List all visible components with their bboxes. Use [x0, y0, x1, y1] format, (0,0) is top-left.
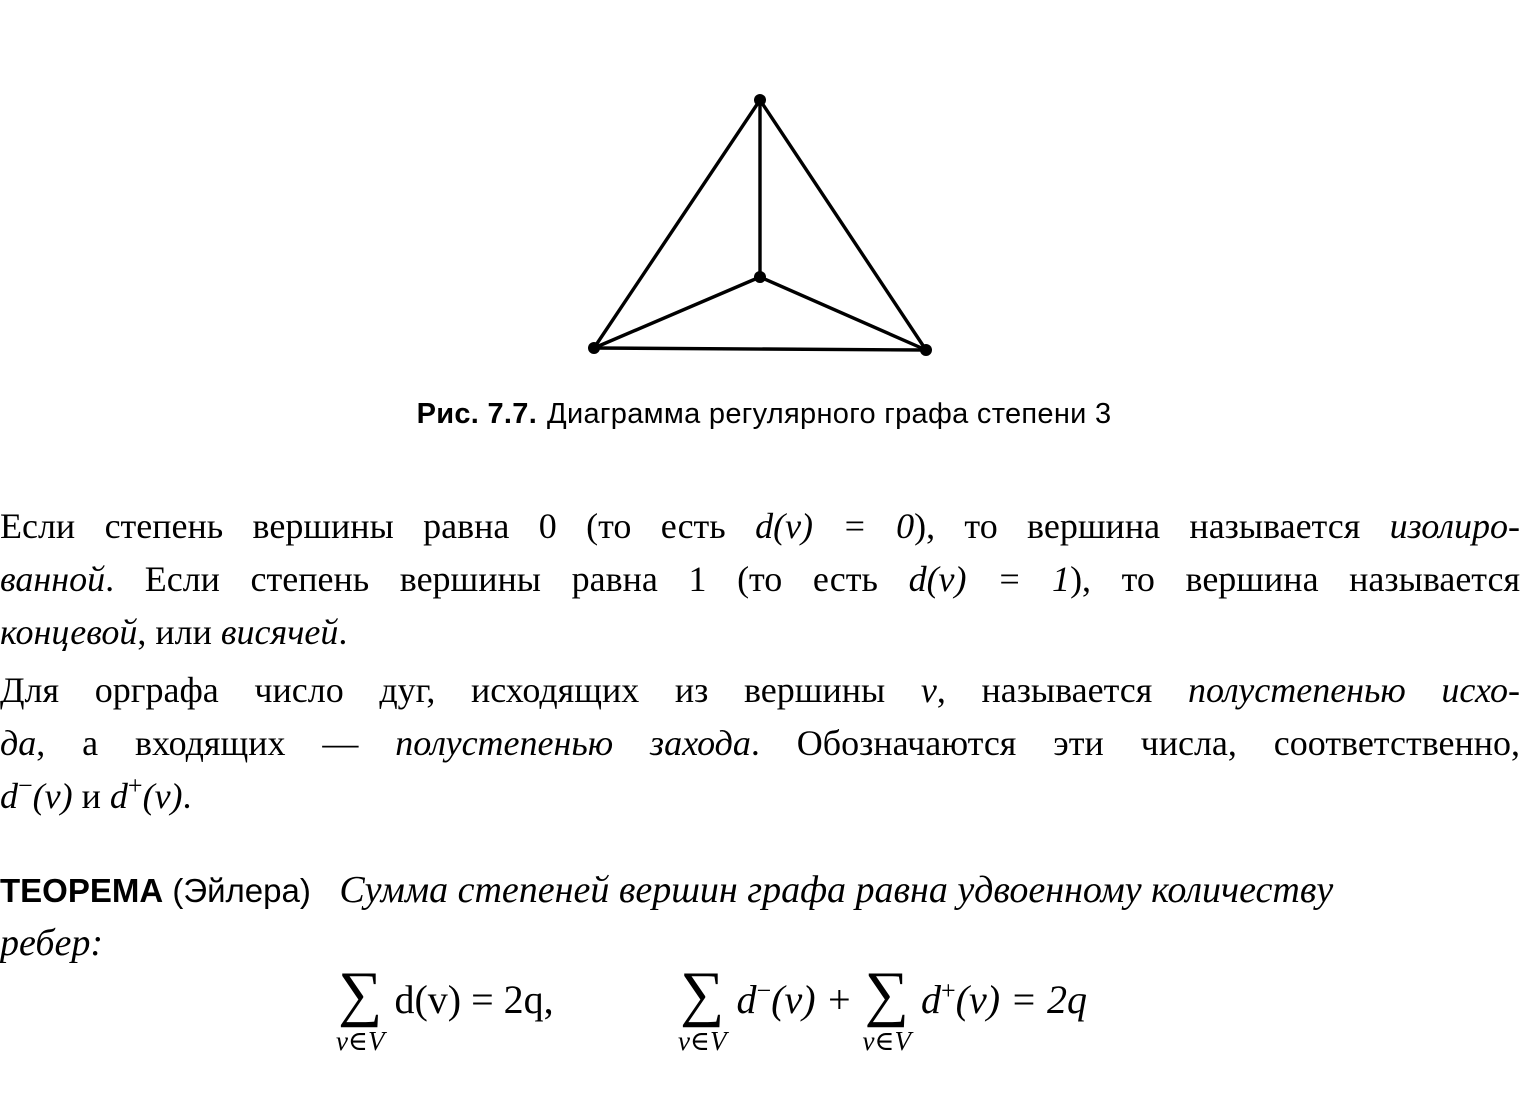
para2-line3: d−(v) и d+(v).	[0, 771, 192, 816]
para1-line3: концевой, или висячей.	[0, 612, 348, 652]
theorem-label: ТЕОРЕМА (Эйлера)	[0, 872, 311, 909]
formula-directed-term2: d+(v) = 2q	[921, 976, 1088, 1022]
figure-caption	[0, 398, 1528, 431]
para1-line1: Если степень вершины равна 0 (то есть d(v) = 0), то вершина называется изолиро-	[0, 506, 1520, 546]
formula-directed-term1: d−(v) +	[736, 976, 853, 1022]
theorem-statement-end: ребер:	[0, 922, 103, 964]
para2-line1: Для орграфа число дуг, исходящих из вершины v, называется полустепенью исхо-	[0, 670, 1521, 710]
vertex-right	[920, 344, 932, 356]
sum-sign-in: ∑ v∈V	[862, 960, 911, 1056]
sum-sign-out: ∑ v∈V	[678, 960, 727, 1056]
caption-text: Диаграмма регулярного графа степени 3	[547, 398, 1112, 430]
theorem-statement: Сумма степеней вершин графа равна удвоенному количеству	[339, 869, 1334, 911]
formula-undirected	[336, 962, 554, 1056]
vertex-top	[754, 94, 766, 106]
regular-graph-diagram	[560, 70, 960, 380]
euler-theorem	[0, 864, 1520, 969]
vertex-center	[754, 271, 766, 283]
vertex-left	[588, 342, 600, 354]
formula-directed	[678, 962, 1087, 1056]
sum-sign: ∑ v∈V	[336, 960, 385, 1056]
para2-line2: да, а входящих — полустепенью захода. Обозначаются эти числа, соответственно,	[0, 723, 1520, 763]
paragraph-isolated-vertex	[0, 500, 1520, 659]
paragraph-indegree-outdegree	[0, 664, 1520, 823]
para1-line2: ванной. Если степень вершины равна 1 (то есть d(v) = 1), то вершина называется	[0, 559, 1521, 599]
formula-undirected-expr: d(v) = 2q,	[394, 977, 554, 1022]
caption-number: Рис. 7.7.	[416, 398, 538, 430]
edge-left-right	[594, 348, 926, 350]
